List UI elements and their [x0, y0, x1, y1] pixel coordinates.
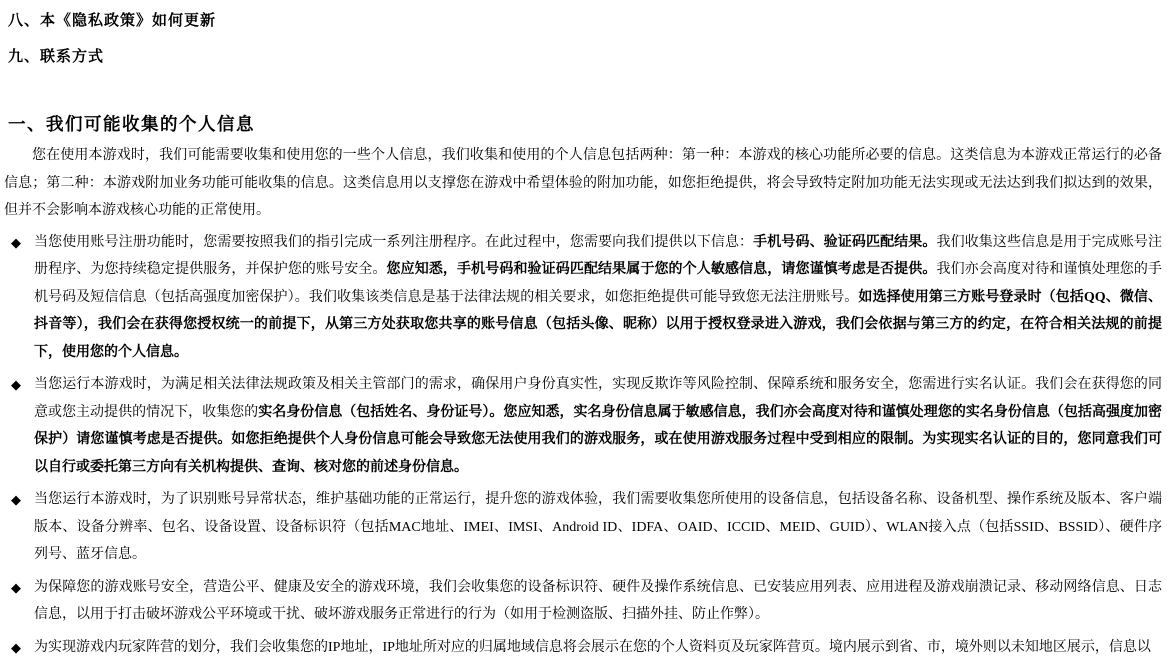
intro-paragraph: 您在使用本游戏时，我们可能需要收集和使用您的一些个人信息，我们收集和使用的个人信息包括两种：第一种：本游戏的核心功能所必要的信息。这类信息为本游戏正常运行的必备信息；第二种：本游戏附加业务功能可能收集的信息。这类信息用以支撑您在游戏中希望体验的附加功能，如您拒绝提供，将会导致特定附加功能无法实现或无法达到我们拟达到的效果，但并不会影响本游戏核心功能的正常使用。	[4, 148, 1162, 218]
bullet-item	[4, 486, 1162, 569]
diamond-bullet-icon: ◆	[11, 377, 21, 392]
bullet-text: 当您使用账号注册功能时，您需要按照我们的指引完成一系列注册程序。在此过程中，您需要向我们提供以下信息：	[34, 234, 754, 250]
bullet-text-emphasis: 手机号码、验证码匹配结果。	[753, 234, 937, 250]
diamond-bullet-icon: ◆	[11, 492, 21, 507]
bullet-item	[4, 574, 1162, 629]
bullet-text: 为保障您的游戏账号安全，营造公平、健康及安全的游戏环境，我们会收集您的设备标识符、硬件及操作系统信息、已安装应用列表、应用进程及游戏崩溃记录、移动网络信息、日志信息，以用于打击破坏游戏公平环境或干扰、破坏游戏服务正常进行的行为（如用于检测盗版、扫描外挂、防止作弊）。	[34, 579, 1162, 622]
bullet-text: 当您运行本游戏时，为了识别账号异常状态，维护基础功能的正常运行，提升您的游戏体验，我们需要收集您所使用的设备信息，包括设备名称、设备机型、操作系统及版本、客户端版本、设备分辨率、包名、设备设置、设备标识符（包括MAC地址、IMEI、IMSI、Android ID、IDFA、OAID、ICCID、MEID、GUID）、WLAN接入点（包括SSID、BSSID）、硬件序列号、蓝牙信息。	[34, 492, 1162, 562]
bullet-item	[4, 229, 1162, 367]
bullet-text: 为实现游戏内玩家阵营的划分，我们会收集您的IP地址，IP地址所对应的归属地域信息将会展示在您的个人资料页及玩家阵营页。境内展示到省、市，境外则以未知地区展示，信息以	[34, 639, 1151, 655]
bullet-text: 当您运行本游戏时，为满足相关法律法规政策及相关主管部门的需求，确保用户身份真实性，实现反欺诈等风险控制、保障系统和服务安全，您需进行实名认证。我们会在获得您的同意或您主动提供的情况下，收集您的	[34, 377, 1162, 420]
diamond-bullet-icon: ◆	[11, 579, 21, 595]
bullet-text: 我们亦会高度对待和谨慎处理您的手机号码及短信信息（包括高强度加密保护）。我们收集该类信息是基于法律法规的相关要求，如您拒绝提供可能导致您无法注册账号。	[34, 262, 1163, 305]
bullet-text-emphasis: 实名身份信息（包括姓名、身份证号）。您应知悉，实名身份信息属于敏感信息，我们亦会高度对待和谨慎处理您的实名身份信息（包括高强度加密保护）请您谨慎考虑是否提供。如您拒绝提供个人身份信息可能会导致您无法使用我们的游戏服务，或在使用游戏服务过程中受到相应的限制。为实现实名认证的目的，您同意我们可以自行或委托第三方向有关机构提供、查询、核对您的前述身份信息。	[34, 404, 1162, 475]
bullet-list	[4, 229, 1162, 662]
toc-heading-how-policy-updates: 八、本《隐私政策》如何更新	[8, 12, 217, 29]
diamond-bullet-icon: ◆	[11, 234, 21, 250]
diamond-bullet-icon: ◆	[11, 639, 21, 655]
bullet-text-emphasis: 如选择使用第三方账号登录时（包括QQ、微信、抖音等），我们会在获得您授权统一的前提下，从第三方处获取您共享的账号信息（包括头像、昵称）以用于授权登录进入游戏，我们会依据与第三方的约定，在符合相关法规的前提下，使用您的个人信息。	[34, 289, 1162, 360]
bullet-item	[4, 634, 1162, 662]
bullet-text-emphasis: 您应知悉，手机号码和验证码匹配结果属于您的个人敏感信息，请您谨慎考虑是否提供。	[386, 262, 937, 277]
bullet-text: 我们收集这些信息是用于完成账号注册程序、为您持续稳定提供服务，并保护您的账号安全。	[34, 234, 1163, 277]
bullet-item	[4, 371, 1162, 481]
section-title-personal-info-collected: 一、我们可能收集的个人信息	[8, 114, 255, 134]
toc-heading-contact-info: 九、联系方式	[8, 48, 105, 65]
